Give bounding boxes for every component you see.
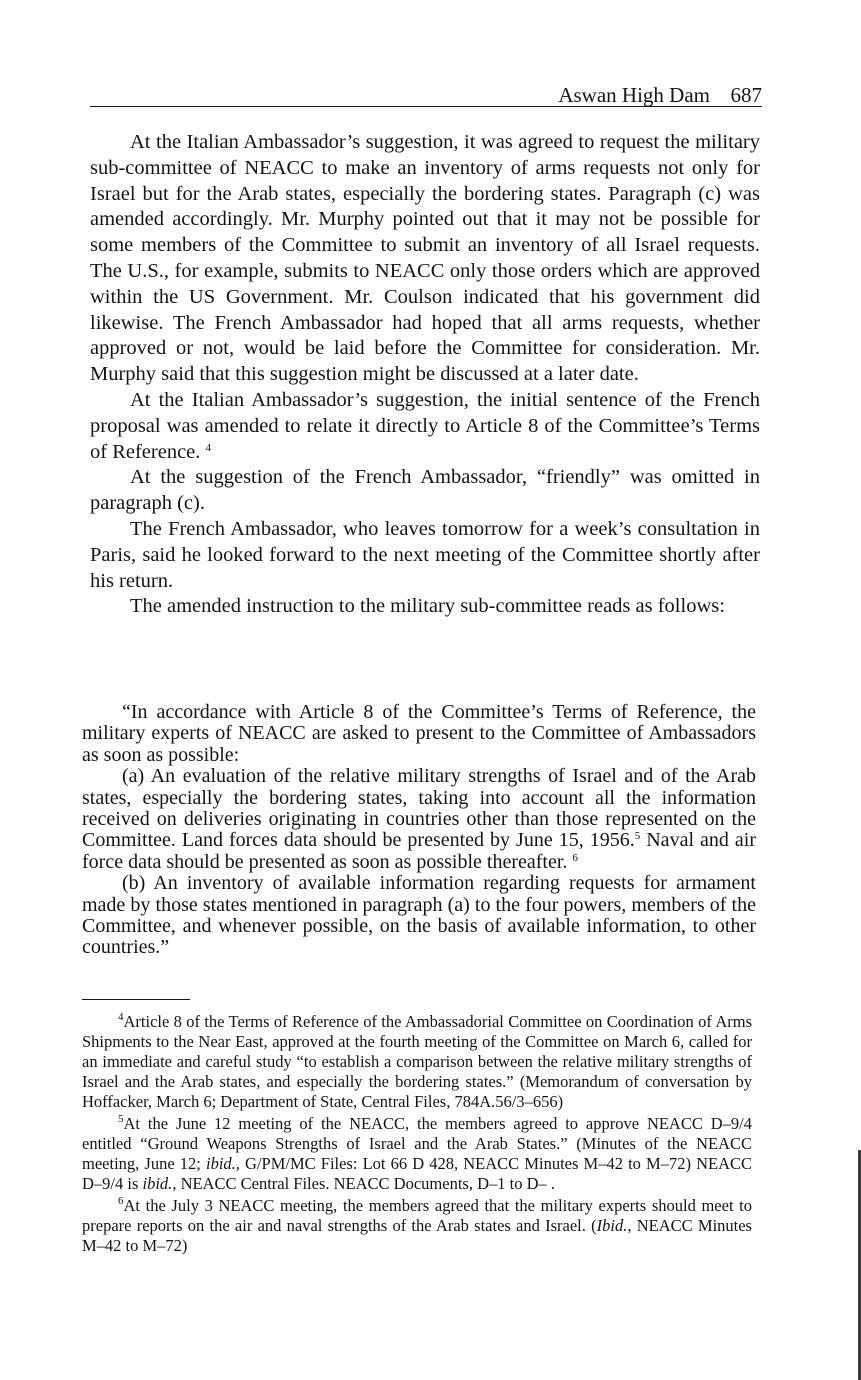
footnote-divider (82, 999, 190, 1000)
quote-text: Naval and air force data should be presented as soon as possible thereafter. (82, 829, 756, 873)
footnote (82, 1012, 752, 1112)
footnote-text: , G/PM/MC Files: Lot 66 D 428, NEACC Minutes M–42 to M–72) NEACC D–9/4 is (82, 1154, 752, 1193)
quote-text: (a) An evaluation of the relative military strengths of Israel and of the Arab states, especially the bordering states, taking into account all the information received on deliveries originating in countries other than those represented on the Committee. Land forces data should be presented by June 15, 1956. (82, 765, 756, 852)
footnote (82, 1114, 752, 1194)
header-title: Aswan High Dam (558, 83, 710, 107)
paragraph-text: At the Italian Ambassador’s suggestion, the initial sentence of the French proposal was amended to relate it directly to Article 8 of the Committee’s Terms of Reference. (90, 388, 760, 463)
quote-paragraph: “In accordance with Article 8 of the Committee’s Terms of Reference, the military experts of NEACC are asked to present to the Committee of Ambassadors as soon as possible: (82, 701, 756, 766)
body-text (90, 130, 760, 620)
running-header (90, 80, 762, 107)
footnote-text: Article 8 of the Terms of Reference of the Ambassadorial Committee on Coordination of Arms Shipments to the Near East, approved at the fourth meeting of the Committee on March 6, called for an immediate and careful study “to establish a comparison between the relative military strengths of Israel and the Arab states, and especially the bordering states.” (Memorandum of conversation by Hoffacker, March 6; Department of State, Central Files, 784A.56/3–656) (82, 1012, 752, 1111)
block-quote (82, 702, 756, 959)
footnote-mark: 5 (118, 1113, 124, 1125)
footnote-text: , NEACC Minutes M–42 to M–72) (82, 1216, 752, 1255)
quote-paragraph (82, 766, 756, 873)
footnote-text: At the July 3 NEACC meeting, the members agreed that the military experts should meet to prepare reports on the air and naval strengths of the Arab states and Israel. ( (82, 1196, 752, 1235)
paragraph: The amended instruction to the military sub-committee reads as follows: (130, 595, 725, 618)
paragraph: At the suggestion of the French Ambassador, “friendly” was omitted in paragraph (c). (90, 466, 760, 515)
footnote-text: At the June 12 meeting of the NEACC, the members agreed to approve NEACC D–9/4 entitled “Ground Weapons Strengths of Israel and the Arab States.” (Minutes of the NEACC meeting, June 12; (82, 1114, 752, 1173)
footnote-mark: 4 (118, 1011, 124, 1023)
paragraph (90, 388, 760, 465)
footnotes (82, 1012, 752, 1258)
paragraph: At the Italian Ambassador’s suggestion, it was agreed to request the military sub-committee of NEACC to make an inventory of arms requests not only for Israel but for the Arab states, especially the bordering states. Paragraph (c) was amended accordingly. Mr. Murphy pointed out that it may not be possible for some members of the Committee to submit an inventory of all Israel requests. The U.S., for example, submits to NEACC only those orders which are approved within the US Government. Mr. Coulson indicated that his government did likewise. The French Ambassador had hoped that all arms requests, whether approved or not, would be laid before the Committee for consideration. Mr. Murphy said that this suggestion might be discussed at a later date. (90, 131, 760, 386)
quote-paragraph: (b) An inventory of available information regarding requests for armament made by those states mentioned in paragraph (a) to the four powers, members of the Committee, and whenever possible, on the basis of available information, to other countries.” (82, 872, 756, 959)
page-number: 687 (730, 83, 762, 107)
footnote-italic: ibid. (142, 1174, 173, 1193)
footnote-mark: 6 (118, 1195, 124, 1207)
paragraph: The French Ambassador, who leaves tomorrow for a week’s consultation in Paris, said he looked forward to the next meeting of the Committee shortly after his return. (90, 517, 760, 592)
footnote-ref: 6 (572, 851, 578, 864)
footnote-text: , NEACC Central Files. NEACC Documents, D–1 to D– . (172, 1174, 556, 1193)
footnote-ref: 5 (634, 830, 641, 843)
footnote (82, 1196, 752, 1256)
footnote-italic: Ibid. (596, 1216, 628, 1235)
footnote-ref: 4 (205, 441, 212, 454)
footnote-italic: ibid. (205, 1154, 236, 1173)
